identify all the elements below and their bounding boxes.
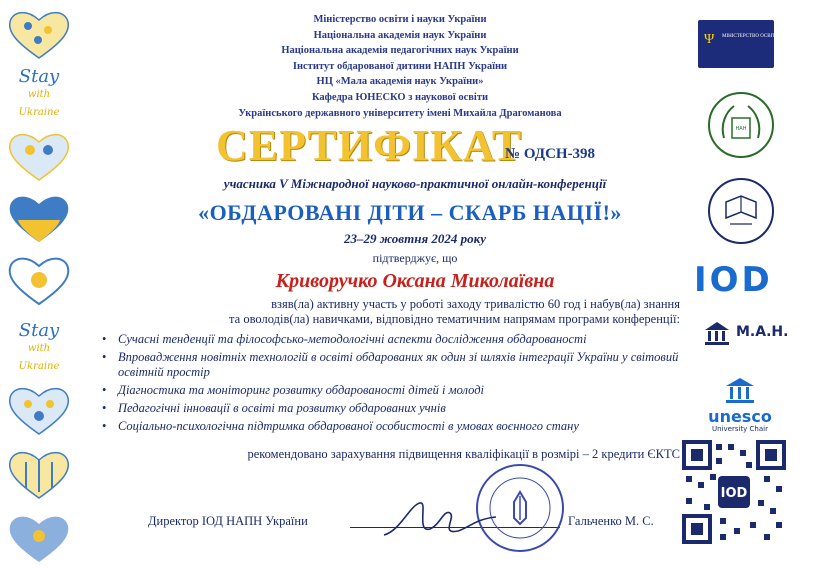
qr-center-logo: IOD xyxy=(720,486,748,501)
institution-line: Кафедра ЮНЕСКО з наукової освіти xyxy=(311,91,489,103)
man-logo-text: М.А.Н. xyxy=(736,324,789,340)
participant-line: учасника V Міжнародної науково-практичної онлайн-конференції xyxy=(223,176,607,191)
handwritten-signature-icon xyxy=(380,495,500,543)
stay-text: Stay xyxy=(18,320,60,341)
statement-line: взяв(ла) активну участь у роботі заходу тривалістю 60 год і набув(ла) знання xyxy=(271,297,680,311)
institution-line: Українського державного університету імені Михайла Драгоманова xyxy=(238,107,562,119)
institution-line: Міністерство освіти і науки України xyxy=(313,14,487,25)
director-title: Директор ІОД НАПН України xyxy=(148,514,308,528)
recommendation-text: рекомендовано зарахування підвищення кваліфікації в розмірі – 2 кредити ЄКТС xyxy=(247,447,680,461)
list-item xyxy=(100,401,680,416)
academy-emblem-icon xyxy=(710,94,772,156)
topics-list xyxy=(100,332,680,437)
heart-ornament xyxy=(6,448,72,500)
ministry-logo xyxy=(698,20,823,68)
conference-dates: 23–29 жовтня 2024 року xyxy=(344,231,486,246)
stay-with-ukraine-emblem xyxy=(8,66,70,118)
topic-text: Сучасні тенденції та філософсько-методологічні аспекти дослідження обдарованості xyxy=(118,332,587,346)
academy-of-sciences-logo xyxy=(708,92,774,158)
institution-line: Інститут обдарованої дитини НАПН України xyxy=(292,60,508,72)
bullet-icon: • xyxy=(102,419,107,433)
unesco-temple-icon xyxy=(700,376,780,404)
trident-icon: Ψ xyxy=(704,32,715,47)
list-item xyxy=(100,350,680,380)
stay-subtext: with Ukraine xyxy=(18,343,60,372)
bullet-icon: • xyxy=(102,383,107,397)
heart-ornament xyxy=(6,130,72,182)
institution-line: НЦ «Мала академія наук України» xyxy=(316,76,484,88)
unesco-logo-text: unesco xyxy=(708,407,772,426)
heart-ornament xyxy=(6,384,72,436)
stay-text: Stay xyxy=(18,66,60,87)
institution-line: Національна академія наук України xyxy=(313,29,487,41)
list-item xyxy=(100,419,680,434)
bullet-icon: • xyxy=(102,332,107,346)
institution-header xyxy=(230,12,570,121)
participation-statement xyxy=(120,297,680,327)
pedagogical-academy-logo xyxy=(708,178,774,244)
list-item xyxy=(100,383,680,398)
topic-text: Педагогічні інновації в освіті та розвитку обдарованих учнів xyxy=(118,401,446,415)
bullet-icon: • xyxy=(102,350,107,364)
book-emblem-icon xyxy=(710,180,772,242)
conference-name: «ОБДАРОВАНІ ДІТИ – СКАРБ НАЦІЇ!» xyxy=(198,200,622,225)
heart-ornament xyxy=(6,8,72,60)
recipient-name: Криворучко Оксана Миколаївна xyxy=(275,270,555,292)
statement-line: та оволодів(ла) навичками, відповідно тематичним напрямам програми конференції: xyxy=(229,312,680,326)
confirms-text: підтверджує, що xyxy=(372,251,458,265)
left-decoration-column xyxy=(0,0,80,573)
stay-with-ukraine-emblem xyxy=(8,320,70,372)
certificate-number: № ОДСН-398 xyxy=(505,146,596,162)
institution-line: Національна академія педагогічних наук України xyxy=(281,45,519,57)
topic-text: Впровадження новітніх технологій в освіті обдарованих як один зі шляхів інтеграції України у світовий освітній простір xyxy=(118,350,679,379)
svg-text:НАН: НАН xyxy=(735,126,747,132)
ministry-logo-text: МІНІСТЕРСТВО ОСВІТИ І НАУКИ УКРАЇНИ xyxy=(722,34,823,39)
iod-logo xyxy=(694,260,773,300)
man-logo xyxy=(702,318,789,354)
stay-subtext: with Ukraine xyxy=(18,89,60,118)
heart-ornament xyxy=(6,512,72,564)
iod-logo-text: IOD xyxy=(694,260,773,300)
heart-ornament xyxy=(6,254,72,306)
signatory-name: Гальченко М. С. xyxy=(568,514,654,528)
unesco-temple-icon xyxy=(702,318,732,348)
bullet-icon: • xyxy=(102,401,107,415)
qr-code-icon[interactable] xyxy=(680,438,788,546)
unesco-chair-text: University Chair xyxy=(712,425,768,433)
topic-text: Соціально-психологічна підтримка обдарованої особистості в умовах воєнного стану xyxy=(118,419,579,433)
list-item xyxy=(100,332,680,347)
heart-ornament xyxy=(6,192,72,244)
topic-text: Діагностика та моніторинг розвитку обдарованості дітей і молоді xyxy=(118,383,485,397)
unesco-chair-logo xyxy=(700,376,780,432)
certificate-title: СЕРТИФІКАТ xyxy=(216,121,523,170)
